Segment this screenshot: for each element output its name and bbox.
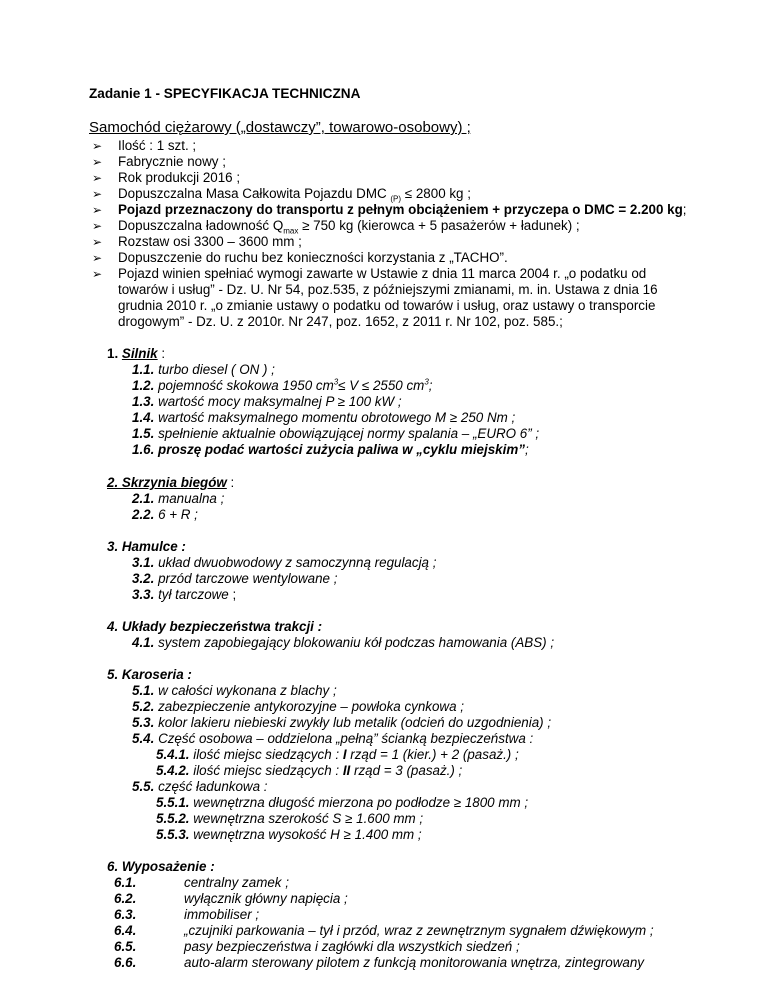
- bullet-arrow-icon: ➢: [92, 267, 103, 281]
- spec-item: 5.5. część ładunkowa :: [132, 779, 268, 794]
- spec-item: 5.4. Część osobowa – oddzielona „pełną” ścianką bezpieczeństwa :: [132, 731, 534, 746]
- spec-item: 3.2. przód tarczowe wentylowane ;: [132, 571, 338, 586]
- bullet-item: Pojazd winien spełniać wymogi zawarte w Ustawie z dnia 11 marca 2004 r. „o podatku od: [118, 266, 647, 281]
- spec-item: 1.5. spełnienie aktualnie obowiązującej normy spalania – „EURO 6” ;: [132, 426, 540, 441]
- spec-item: 1.2. pojemność skokowa 1950 $cm^3\le V \le 2550$ $cm^3$;: [132, 377, 433, 393]
- bullet-item-continued: grudnia 2010 r. „o zmianie ustawy o podatku od towarów i usług, oraz ustawy o transporcie: [118, 298, 656, 313]
- equipment-item: „czujniki parkowania – tył i przód, wraz z zewnętrznym sygnałem dźwiękowym ;: [184, 923, 654, 938]
- section-2-heading: 2. Skrzynia biegów :: [107, 475, 235, 490]
- bullet-arrow-icon: ➢: [92, 219, 103, 233]
- spec-item: 3.1. układ dwuobwodowy z samoczynną regulacją ;: [132, 555, 437, 570]
- bullet-item: Fabrycznie nowy ;: [118, 154, 226, 169]
- bullet-arrow-icon: ➢: [92, 203, 103, 217]
- bullet-item: Dopuszczalna Masa Całkowita Pojazdu DMC $_{(P)}$ ≤ 2800 kg ;: [118, 186, 471, 204]
- bullet-arrow-icon: ➢: [92, 139, 103, 153]
- equipment-number: 6.1.: [114, 875, 137, 890]
- subscript: max: [283, 226, 299, 236]
- equipment-number: 6.6.: [114, 955, 137, 970]
- spec-item: 2.1. manualna ;: [132, 491, 225, 506]
- spec-item: 1.1. turbo diesel ( ON ) ;: [132, 362, 275, 377]
- spec-subitem: 5.4.1. ilość miejsc siedzących : I rząd = 1 (kier.) + 2 (pasaż.) ;: [156, 747, 519, 762]
- document-title: Zadanie 1 - SPECYFIKACJA TECHNICZNA: [89, 86, 361, 101]
- bullet-item: Dopuszczenie do ruchu bez konieczności korzystania z „TACHO”.: [118, 250, 508, 265]
- equipment-item: wyłącznik główny napięcia ;: [184, 891, 348, 906]
- bullet-item-continued: towarów i usług” - Dz. U. Nr 54, poz.535, z późniejszymi zmianami, m. in. Ustawa z dnia 16: [118, 282, 658, 297]
- equipment-item: immobiliser ;: [184, 907, 260, 922]
- bullet-item-continued: drogowym” - Dz. U. z 2010r. Nr 247, poz. 1652, z 2011 r. Nr 102, poz. 585.;: [118, 314, 563, 329]
- equipment-number: 6.4.: [114, 923, 137, 938]
- section-6-heading: 6. Wyposażenie :: [107, 859, 215, 874]
- bullet-arrow-icon: ➢: [92, 187, 103, 201]
- equipment-number: 6.2.: [114, 891, 137, 906]
- equipment-item: pasy bezpieczeństwa i zagłówki dla wszystkich siedzeń ;: [184, 939, 520, 954]
- spec-item: 5.1. w całości wykonana z blachy ;: [132, 683, 337, 698]
- bullet-arrow-icon: ➢: [92, 155, 103, 169]
- bullet-item: Rozstaw osi 3300 – 3600 mm ;: [118, 234, 302, 249]
- section-1-heading: 1. Silnik :: [107, 346, 166, 361]
- equipment-item: centralny zamek ;: [184, 875, 289, 890]
- bullet-arrow-icon: ➢: [92, 235, 103, 249]
- spec-subitem: 5.5.2. wewnętrzna szerokość S ≥ 1.600 mm ;: [156, 811, 424, 826]
- bullet-item: Pojazd przeznaczony do transportu z pełnym obciążeniem + przyczepa o DMC = 2.200 kg;: [118, 202, 687, 217]
- equipment-item: auto-alarm sterowany pilotem z funkcją monitorowania wnętrza, zintegrowany: [184, 955, 644, 970]
- equipment-number: 6.3.: [114, 907, 137, 922]
- subscript: (P): [390, 194, 402, 204]
- spec-item: 5.2. zabezpieczenie antykorozyjne – powłoka cynkowa ;: [132, 699, 464, 714]
- spec-item: 1.6. proszę podać wartości zużycia paliwa w „cyklu miejskim”;: [132, 442, 529, 457]
- bullet-item: Rok produkcji 2016 ;: [118, 170, 241, 185]
- bullet-item: Dopuszczalna ładowność $Q_{max} \ge 750$ kg (kierowca + 5 pasażerów + ładunek) ;: [118, 218, 580, 236]
- bullet-arrow-icon: ➢: [92, 251, 103, 265]
- spec-item: 1.4. wartość maksymalnego momentu obrotowego M ≥ 250 Nm ;: [132, 410, 516, 425]
- spec-item: 3.3. tył tarczowe ;: [132, 587, 237, 602]
- bullet-item: Ilość : 1 szt. ;: [118, 138, 197, 153]
- vehicle-subtitle: Samochód ciężarowy („dostawczy”, towarowo-osobowy) ;: [89, 119, 471, 136]
- section-4-heading: 4. Układy bezpieczeństwa trakcji :: [107, 619, 323, 634]
- spec-subitem: 5.5.1. wewnętrzna długość mierzona po podłodze ≥ 1800 mm ;: [156, 795, 529, 810]
- equipment-number: 6.5.: [114, 939, 137, 954]
- spec-subitem: 5.5.3. wewnętrzna wysokość H ≥ 1.400 mm ;: [156, 827, 422, 842]
- bullet-arrow-icon: ➢: [92, 171, 103, 185]
- spec-item: 2.2. 6 + R ;: [132, 507, 198, 522]
- spec-item: 5.3. kolor lakieru niebieski zwykły lub metalik (odcień do uzgodnienia) ;: [132, 715, 552, 730]
- spec-item: 1.3. wartość mocy maksymalnej P ≥ 100 kW ;: [132, 394, 402, 409]
- spec-item: 4.1. system zapobiegający blokowaniu kół podczas hamowania (ABS) ;: [132, 635, 555, 650]
- section-3-heading: 3. Hamulce :: [107, 539, 186, 554]
- section-5-heading: 5. Karoseria :: [107, 667, 192, 682]
- spec-subitem: 5.4.2. ilość miejsc siedzących : II rząd = 3 (pasaż.) ;: [156, 763, 463, 778]
